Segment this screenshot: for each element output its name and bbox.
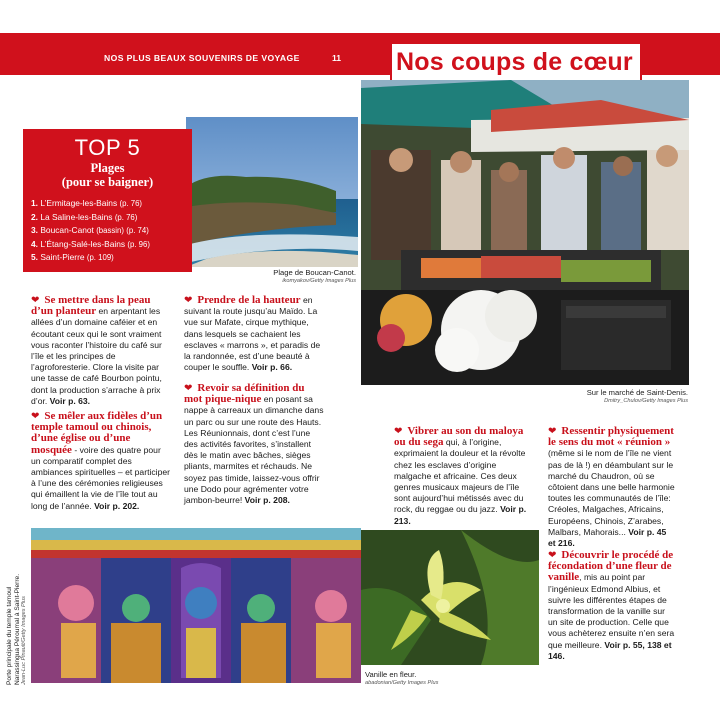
article-page-ref: Voir p. 55, 138 et 146.	[548, 639, 672, 661]
item-name: Saint-Pierre	[40, 252, 85, 263]
article-page-ref: Voir p. 213.	[394, 504, 527, 526]
item-ref: (p. 76)	[114, 212, 138, 222]
article-reunion	[548, 426, 676, 549]
article-title: Découvrir le procédé de fécondation d’une fleur de vanille	[548, 549, 674, 584]
item-name: L’Étang-Salé-les-Bains	[40, 238, 126, 249]
vanilla-caption-text: Vanille en fleur.	[365, 670, 417, 679]
article-temple	[31, 411, 171, 512]
heart-icon: ❤	[548, 426, 557, 437]
market-caption-text: Sur le marché de Saint-Denis.	[586, 388, 688, 397]
item-extra: (bassin)	[96, 226, 124, 236]
top5-subtitle-line2: (pour se baigner)	[61, 175, 154, 189]
list-item	[31, 224, 189, 238]
item-number: 3.	[31, 225, 38, 236]
heart-icon: ❤	[31, 411, 40, 422]
item-number: 5.	[31, 252, 38, 263]
vanilla-caption	[365, 670, 535, 687]
top5-subtitle-line1: Plages	[90, 161, 125, 175]
item-number: 4.	[31, 238, 38, 249]
item-ref: (p. 74)	[126, 226, 149, 236]
running-head: NOS PLUS BEAUX SOUVENIRS DE VOYAGE	[104, 53, 300, 63]
article-body: en posant sa nappe à carreaux un dimanche dans un parc ou sur une route des Hauts. Les Réunionnais, dont c’est l’une des activités favorites, s’installent dès le matin avec bâches, sièges pliants, marmites et réchauds. Ne soyez pas timide, laissez-vous offrir une Dodo pour agrémenter votre jambon-beurre!	[184, 394, 324, 506]
temple-photo	[31, 528, 361, 683]
page-number: 11	[332, 53, 342, 63]
temple-caption-line2: Narassingua Péroumal à Saint-Pierre.	[13, 573, 21, 685]
temple-caption-line1: Porte principale du temple tamoul	[6, 586, 13, 685]
top5-box	[23, 129, 192, 272]
article-title: Se mettre dans la peau d’un planteur	[31, 294, 151, 318]
item-name: La Saline-les-Bains	[40, 211, 113, 222]
article-body: - voire des quatre pour un comparatif complet des ambiances spirituelles – et participer à l’une des cérémonies religieuses qui émaillent la vie de l’île tout au long de l’année.	[31, 444, 170, 511]
page-title: Nos coups de cœur	[396, 48, 633, 76]
list-item	[31, 251, 189, 265]
article-page-ref: Voir p. 202.	[94, 500, 140, 511]
heart-icon: ❤	[31, 295, 40, 306]
heart-icon: ❤	[184, 295, 193, 306]
heart-icon: ❤	[184, 383, 193, 394]
temple-caption-credit: Jean-Luc Pinault/Getty Images Plus	[21, 596, 28, 685]
top5-list	[31, 197, 189, 265]
heart-icon: ❤	[548, 550, 557, 561]
article-planteur	[31, 295, 166, 407]
top5-title: TOP 5	[74, 135, 141, 160]
market-caption	[500, 388, 688, 405]
article-page-ref: Voir p. 45 et 216.	[548, 526, 667, 549]
article-body: , mis au point par l’ingénieux Edmond Albius, et suivre les différentes étapes de transformation de la vanille sur un site de production. Celle que vous achèterez ensuite n’en sera que meilleure.	[548, 572, 675, 650]
beach-caption-credit: ikomyakov/Getty Images Plus	[282, 277, 356, 284]
article-title: Ressentir physiquement le sens du mot « réunion »	[548, 425, 674, 449]
article-maloya	[394, 426, 534, 527]
list-item	[31, 211, 189, 225]
article-page-ref: Voir p. 63.	[49, 395, 91, 406]
article-pique-nique	[184, 383, 325, 506]
item-number: 1.	[31, 198, 38, 208]
article-body: qui, à l’origine, exprimaient la douleur et la révolte chez les esclaves d’origine malgache et africaine. Ces deux genres musicaux majeurs de l’île sont aujourd’hui métissés avec du rock, du reggae ou du jazz.	[394, 437, 526, 515]
article-title: Revoir sa définition du mot pique-nique	[184, 382, 305, 406]
market-caption-credit: Dmitry_Chulov/Getty Images Plus	[604, 397, 688, 404]
temple-caption	[6, 530, 28, 685]
article-title: Vibrer au son du maloya ou du sega	[394, 425, 524, 449]
beach-caption	[238, 268, 356, 285]
vanilla-caption-credit: abadonian/Getty Images Plus	[365, 679, 439, 686]
list-item	[31, 197, 189, 211]
item-number: 2.	[31, 211, 38, 222]
article-hauteur	[184, 295, 325, 373]
article-body: en arpentant les allées d’un domaine caféier et en écoutant ceux qui le sont vraiment vous raconter l’histoire du café sur l’île et les principes de l’agroforesterie. Clore la visite par une tasse de café Bourbon pointu, dont la production s’arrache à prix d’or.	[31, 306, 162, 406]
heart-icon: ❤	[394, 426, 403, 437]
article-page-ref: Voir p. 208.	[244, 495, 290, 506]
beach-caption-text: Plage de Boucan-Canot.	[273, 268, 356, 277]
item-name: Boucan-Canot	[40, 225, 94, 236]
item-ref: (p. 109)	[86, 253, 114, 263]
article-body: (même si le nom de l’île ne vient pas de là !) en déambulant sur le marché du Chaudron, où se côtoient dans une belle harmonie toutes les communautés de l’île: Créoles, Malgaches, Africains, Européens, Chinois, Z’arabes, Malbars, Mahorais...	[548, 448, 675, 537]
vanilla-photo	[361, 530, 539, 665]
article-body: en suivant la route jusqu’au Maïdo. La vue sur Mafate, cirque mythique, dans lesquels se cachaient les esclaves « marrons », et paradis de la randonnée, est d’une beauté à couper le souffle.	[184, 295, 321, 373]
article-vanille	[548, 550, 676, 662]
item-ref: (p. 76)	[119, 199, 143, 208]
beach-photo	[186, 117, 358, 267]
article-title: Se mêler aux fidèles d’un temple tamoul ou chinois, d’une église ou d’une mosquée	[31, 410, 163, 456]
article-title: Prendre de la hauteur	[197, 294, 301, 306]
market-photo	[361, 80, 689, 385]
list-item	[31, 238, 189, 252]
item-name: L’Ermitage-les-Bains	[40, 198, 118, 208]
item-ref: (p. 96)	[127, 239, 150, 249]
article-page-ref: Voir p. 66.	[251, 362, 293, 373]
